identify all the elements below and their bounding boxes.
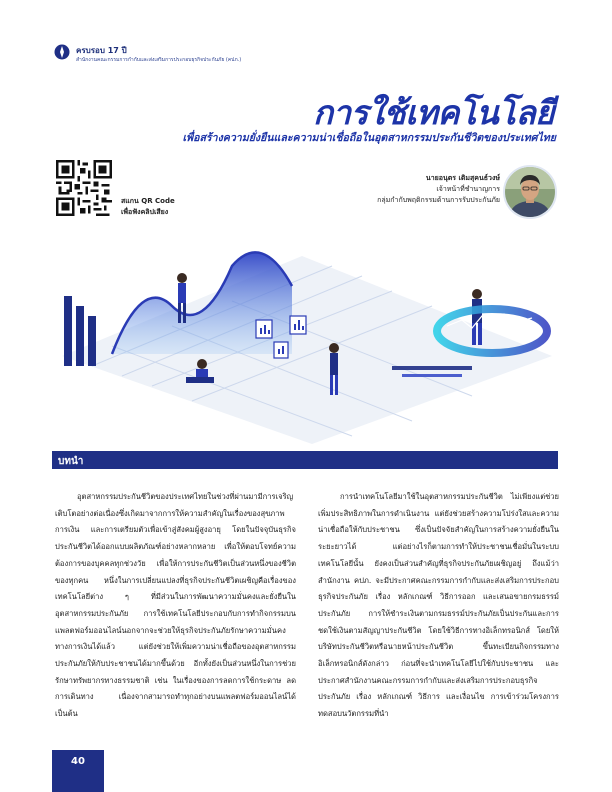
author-block [377, 173, 500, 206]
header-title: ครบรอบ 17 ปี [76, 46, 127, 55]
article-subtitle: เพื่อสร้างความยั่งยืนและความน่าเชื่อถือในอุตสาหกรรมประกันชีวิตของประเทศไทย [182, 132, 556, 144]
body-paragraph-left: อุตสาหกรรมประกันชีวิตของประเทศไทยในช่วงที่ผ่านมามีการเจริญเติบโตอย่างต่อเนื่องซึ่งเกิดมาจากการให้ความสำคัญในเรื่องของสุขภาพ การเงิน และการเตรียมตัวเพื่อเข้าสู่สังคมผู้สูงอายุ โดยในปัจจุบันธุรกิจประกันชีวิตได้ออกแบบผลิตภัณฑ์อย่างหลากหลาย เพื่อให้ตอบโจทย์ความต้องการของบุคคลทุกช่วงวัย เพื่อให้การประกันชีวิตเป็นส่วนหนึ่งของชีวิตของทุกคน หนึ่งในการเปลี่ยนแปลงที่ธุรกิจประกันชีวิตเผชิญคือเรื่องของเทคโนโลยีต่าง ๆ ที่มีส่วนในการพัฒนาความมั่นคงและยั่งยืนในอุตสาหกรรมประกันภัย การใช้เทคโนโลยีประกอบกับการทำกิจกรรมบนแพลตฟอร์มออนไลน์นอกจากจะช่วยให้ธุรกิจประกันภัยรักษาความมั่นคงทางการเงินได้แล้ว แต่ยังช่วยให้เพิ่มความน่าเชื่อถือของอุตสาหกรรมประกันภัยให้กับประชาชนได้มากขึ้นด้วย อีกทั้งยังเป็นส่วนหนึ่งในการช่วยรักษาทรัพยากรทางธรรมชาติ เช่น ในเรื่องของการลดการใช้กระดาษ ลดการเดินทาง เนื่องจากสามารถทำทุกอย่างบนแพลตฟอร์มออนไลน์ได้ เป็นต้น [55, 492, 296, 719]
qr-code[interactable] [56, 160, 112, 216]
author-department: กลุ่มกำกับพฤติกรรมด้านการรับประกันภัย [377, 196, 500, 204]
section-heading: บทนำ [58, 456, 84, 467]
page-number-tab [52, 750, 104, 792]
page-number: 40 [71, 756, 85, 767]
header-subtitle: สำนักงานคณะกรรมการกำกับและส่งเสริมการประกอบธุรกิจประกันภัย (คปภ.) [76, 57, 242, 63]
qr-caption-line2: เพื่อฟังคลิปเสียง [121, 208, 169, 216]
article-title: การใช้เทคโนโลยี [313, 93, 554, 132]
author-avatar [503, 165, 557, 219]
author-position: เจ้าหน้าที่ชำนาญการ [436, 185, 500, 193]
body-paragraph-right: การนำเทคโนโลยีมาใช้ในอุตสาหกรรมประกันชีวิต ไม่เพียงแต่ช่วยเพิ่มประสิทธิภาพในการดำเนินงาน แต่ยังช่วยสร้างความโปร่งใสและความน่าเชื่อถือให้กับประชาชน ซึ่งเป็นปัจจัยสำคัญในการสร้างความยั่งยืนในระยะยาวได้ แต่อย่างไรก็ตามการทำให้ประชาชนเชื่อมั่นในระบบเทคโนโลยีนั้น ยังคงเป็นส่วนสำคัญที่ธุรกิจประกันภัยเผชิญอยู่ ถึงแม้ว่าสำนักงาน คปภ. จะมีประกาศคณะกรรมการกำกับและส่งเสริมการประกอบธุรกิจประกันภัย เรื่อง หลักเกณฑ์ วิธีการออก และเสนอขายกรมธรรม์ประกันภัย การให้ชำระเงินตามกรมธรรม์ประกันภัยเป็นประกันและการชดใช้เงินตามสัญญาประกันชีวิต โดยใช้วิธีการทางอิเล็กทรอนิกส์ โดยให้บริษัทประกันชีวิตหรือนายหน้าประกันชีวิต ขึ้นทะเบียนกิจกรรมทางอิเล็กทรอนิกส์ดังกล่าว ก่อนที่จะนำเทคโนโลยีไปใช้กับประชาชน และประกาศสำนักงานคณะกรรมการกำกับและส่งเสริมการประกอบธุรกิจประกันภัย เรื่อง หลักเกณฑ์ วิธีการ และเงื่อนไข การเข้าร่วมโครงการทดสอบนวัตกรรมที่นำ [318, 492, 559, 719]
body-column-left [55, 489, 296, 723]
section-heading-bar [52, 451, 558, 469]
hero-illustration [52, 236, 560, 444]
qr-caption-line1: สแกน QR Code [121, 197, 175, 205]
author-name: นายอนุตร เติมสุคนธ์วงษ์ [425, 174, 500, 182]
qr-caption [121, 196, 175, 218]
anniversary-logo-icon [54, 44, 70, 60]
body-column-right [318, 489, 559, 723]
